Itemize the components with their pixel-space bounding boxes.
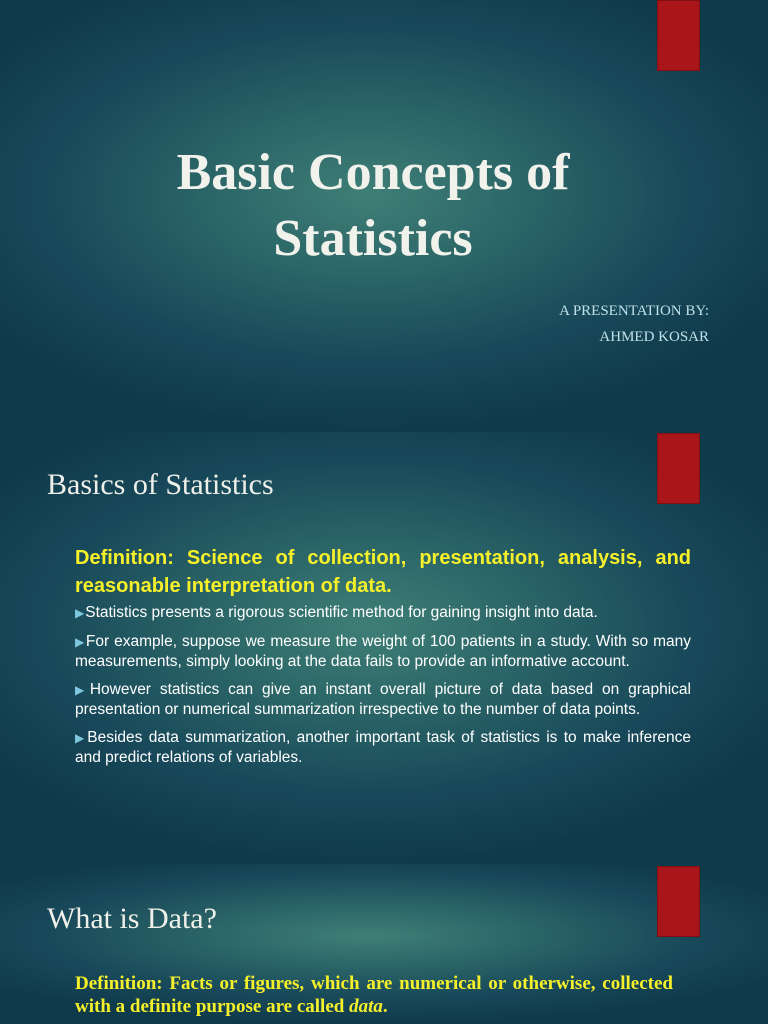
red-accent-tab [657, 0, 700, 71]
bullet-list [75, 603, 691, 776]
presenter-name: AHMED KOSAR [599, 329, 709, 345]
red-accent-tab [657, 433, 700, 504]
bullet-text: Besides data summarization, another important task of statistics is to make inference and predict relations of variables. [75, 728, 691, 766]
title-slide [0, 0, 768, 432]
presentation-title [100, 140, 646, 272]
presenter-label: A PRESENTATION BY: [559, 303, 709, 319]
bullet-item [75, 632, 691, 672]
definition-term: data [349, 996, 383, 1017]
title-line-2: Statistics [273, 210, 473, 267]
data-slide [0, 864, 768, 1024]
data-definition [75, 972, 673, 1018]
title-line-1: Basic Concepts of [176, 144, 570, 201]
bullet-text: For example, suppose we measure the weight of 100 patients in a study. With so many measurements, simply looking at the data fails to provide an informative account. [75, 632, 691, 670]
definition-text: Definition: Facts or figures, which are numerical or otherwise, collected with a definite purpose are called [75, 973, 673, 1017]
presenter-block [559, 298, 709, 350]
slide-heading: Basics of Statistics [47, 468, 274, 501]
triangle-right-icon: ▶ [75, 682, 89, 697]
slide-heading: What is Data? [47, 902, 217, 935]
triangle-right-icon: ▶ [75, 730, 87, 745]
bullet-text: However statistics can give an instant overall picture of data based on graphical presentation or numerical summarization irrespective to the number of data points. [75, 680, 691, 718]
bullet-item [75, 603, 691, 624]
bullet-item [75, 728, 691, 768]
red-accent-tab [657, 866, 700, 937]
definition-text: Definition: Science of collection, presentation, analysis, and reasonable interpretation of data. [75, 547, 691, 597]
basics-slide [0, 432, 768, 864]
definition-period: . [382, 996, 388, 1017]
triangle-right-icon: ▶ [75, 606, 85, 620]
bullet-text: Statistics presents a rigorous scientific method for gaining insight into data. [85, 604, 598, 621]
bullet-item [75, 680, 691, 720]
triangle-right-icon: ▶ [75, 634, 85, 649]
